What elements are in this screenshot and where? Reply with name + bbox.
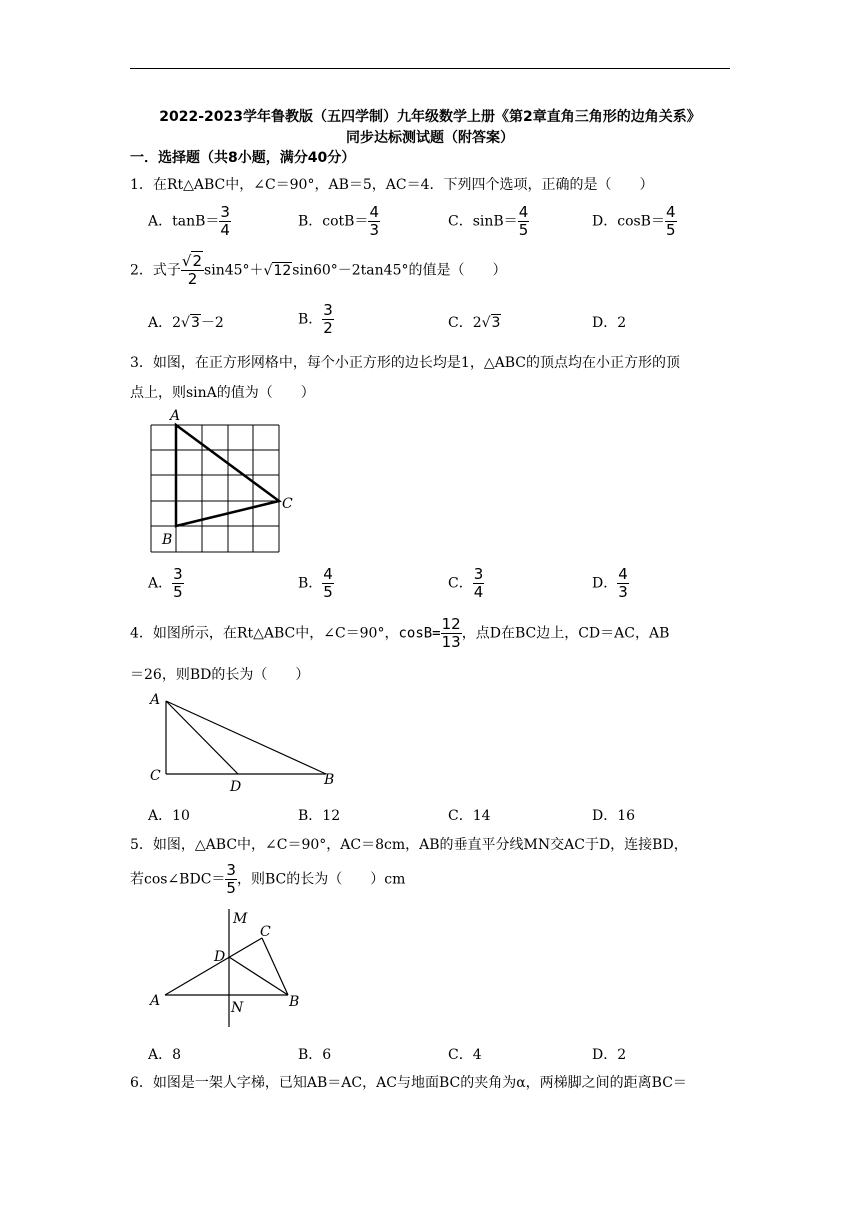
q1-option-a: A．tanB＝ $\frac{3}{4}$ [148,203,230,239]
q5-option-a: A．8 [148,1047,182,1063]
q4-triangle-figure [140,684,350,796]
q4-stem-line1: 4．如图所示，在Rt△ABC中，∠C＝90°，cosB= $\frac{12}{13}$ ，点D在BC边上，CD＝AC，AB [130,615,670,651]
q4-stem-line2: ＝26，则BD的长为（ ） [130,667,310,683]
q5-stem-line2: 若cos∠BDC＝ $\frac{3}{5}$ ，则BC的长为（ ）cm [130,861,406,897]
q3-grid-figure [140,405,310,555]
q1-option-d: D．cosB＝ $\frac{4}{5}$ [592,203,676,239]
doc-title-line2: 同步达标测试题（附答案） [346,130,514,146]
q4-option-d: D．16 [592,808,636,824]
doc-title-line1: 2022-2023学年鲁教版（五四学制）九年级数学上册《第2章直角三角形的边角关系》 [159,109,701,125]
q5-label-m: M [233,911,248,927]
q1-option-b: B．cotB＝ $\frac{4}{3}$ [298,203,380,239]
q3-option-c: C． $\frac{3}{4}$ [448,565,484,601]
q3-label-a: A [170,408,181,424]
q4-label-d: D [230,779,242,795]
q3-option-b: B． $\frac{4}{5}$ [298,565,333,601]
q5-option-d: D．2 [592,1047,627,1063]
q4-option-a: A．10 [148,808,190,824]
q4-option-c: C．14 [448,808,491,824]
q2-stem: 2．式子 $\frac{√2}{2}$ sin45°＋√12sin60°－2tan45°的值是（ ） [130,252,507,288]
q5-option-c: C．4 [448,1047,482,1063]
q5-label-c: C [260,924,271,940]
q2-option-c: C．2√3 [448,315,501,331]
q2-option-b: B． $\frac{3}{2}$ [298,301,333,337]
q3-stem-line1: 3．如图，在正方形网格中，每个小正方形的边长均是1，△ABC的顶点均在小正方形的顶 [130,355,680,371]
q4-label-a: A [150,692,161,708]
q3-option-d: D． $\frac{4}{3}$ [592,565,628,601]
q3-option-a: A． $\frac{3}{5}$ [148,565,183,601]
q5-label-d: D [214,949,226,965]
q3-label-c: C [282,496,293,512]
q1-option-c: C．sinB＝ $\frac{4}{5}$ [448,203,529,239]
q3-label-b: B [162,532,173,548]
q5-label-b: B [289,994,300,1010]
q4-segment-ad [166,701,238,774]
section-heading: 一．选择题（共8小题，满分40分） [130,150,356,166]
q5-figure [140,905,320,1030]
q5-stem-line1: 5．如图，△ABC中，∠C＝90°，AC＝8cm，AB的垂直平分线MN交AC于D，连接BD， [130,837,688,853]
q5-label-a: A [150,993,161,1009]
q5-option-b: B．6 [298,1047,332,1063]
q4-option-b: B．12 [298,808,341,824]
q4-label-c: C [150,768,161,784]
q3-stem-line2: 点上，则sinA的值为（ ） [130,385,315,401]
q1-stem: 1．在Rt△ABC中，∠C＝90°，AB＝5，AC＝4．下列四个选项，正确的是（ ） [130,177,654,193]
q4-label-b: B [324,772,335,788]
q2-option-d: D．2 [592,315,627,331]
header-rule [130,68,730,69]
q6-stem-line1: 6．如图是一架人字梯，已知AB＝AC，AC与地面BC的夹角为α，两梯脚之间的距离BC＝ [130,1075,687,1091]
q2-option-a: A．2√3－2 [148,315,224,331]
q5-side-ac [165,938,262,995]
q4-side-ab [166,701,326,774]
q5-label-n: N [231,1000,244,1016]
